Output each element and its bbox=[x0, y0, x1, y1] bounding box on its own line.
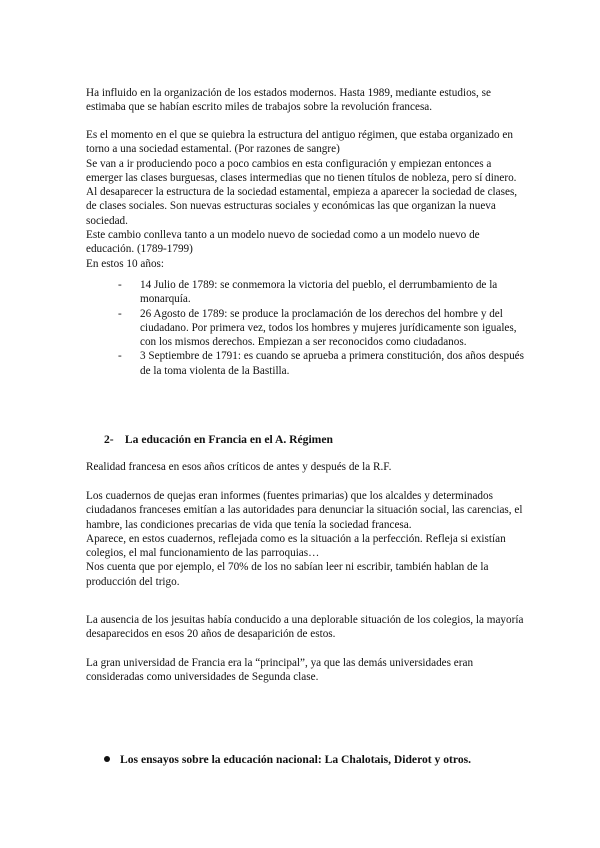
section-2-paragraph: La gran universidad de Francia era la “principal”, ya que las demás universidades eran consideradas como universidades de Segunda clase. bbox=[86, 657, 474, 684]
section-2-title: La educación en Francia en el A. Régimen bbox=[124, 433, 333, 446]
section-2-heading bbox=[104, 433, 333, 447]
bullet-dot-icon bbox=[104, 756, 110, 762]
dates-list bbox=[118, 278, 528, 378]
list-dash: - bbox=[118, 279, 122, 291]
section-2-paragraph: Los cuadernos de quejas eran informes (fuentes primarias) que los alcaldes y determinados ciudadanos franceses emitían a las autoridades para denunciar la situación social, las carencias, el hambre, las condiciones precarias de vida que tenía la sociedad francesa. Aparece, en estos cuadernos, reflejada como es la situación a la perfección. Refleja si existían colegios, el mal funcionamiento de las parroquias… Nos cuenta que por ejemplo, el 70% de los no sabían leer ni escribir, también hablan de la producción del trigo. bbox=[86, 490, 523, 588]
section-2-paragraph: La ausencia de los jesuitas había conducido a una deplorable situación de los colegios, la mayoría desaparecidos en esos 20 años de desaparición de estos. bbox=[86, 614, 524, 641]
list-item-text: 26 Agosto de 1789: se produce la proclamación de los derechos del hombre y del ciudadano. Por primera vez, todos los hombres y mujeres jurídicamente son iguales, con los mismos derechos. Empiezan a ser reconocidos como ciudadanos. bbox=[140, 307, 517, 349]
list-item bbox=[118, 349, 528, 378]
section-2-paragraph: Realidad francesa en esos años críticos de antes y después de la R.F. bbox=[86, 461, 392, 473]
list-item-text: 3 Septiembre de 1791: es cuando se aprueba a primera constitución, dos años después de la toma violenta de la Bastilla. bbox=[140, 350, 524, 377]
list-item bbox=[118, 278, 528, 307]
intro-paragraph: Ha influido en la organización de los estados modernos. Hasta 1989, mediante estudios, se estimaba que se habían escrito miles de trabajos sobre la revolución francesa. bbox=[86, 87, 491, 114]
list-dash: - bbox=[118, 350, 122, 363]
list-dash: - bbox=[118, 307, 122, 320]
section-3-title: Los ensayos sobre la educación nacional: La Chalotais, Diderot y otros. bbox=[120, 753, 472, 766]
section-3-heading bbox=[104, 753, 471, 767]
list-item-text: 14 Julio de 1789: se conmemora la victoria del pueblo, el derrumbamiento de la monarquía. bbox=[140, 279, 498, 306]
section-2-number: 2- bbox=[104, 433, 114, 446]
context-paragraph: Es el momento en el que se quiebra la estructura del antiguo régimen, que estaba organizado en torno a una sociedad estamental. (Por razones de sangre) Se van a ir produciendo poco a poco cambios en esta configuración y empiezan entonces a emerger las clases burguesas, clases intermedias que no tienen títulos de nobleza, pero sí dinero. Al desaparecer la estructura de la sociedad estamental, empieza a aparecer la sociedad de clases, de clases sociales. Son nuevas estructuras sociales y económicas las que organizan la nueva sociedad. Este cambio conlleva tanto a un modelo nuevo de sociedad como a un modelo nuevo de educación. (1789-1799) En estos 10 años: bbox=[86, 129, 518, 270]
list-item bbox=[118, 307, 528, 350]
